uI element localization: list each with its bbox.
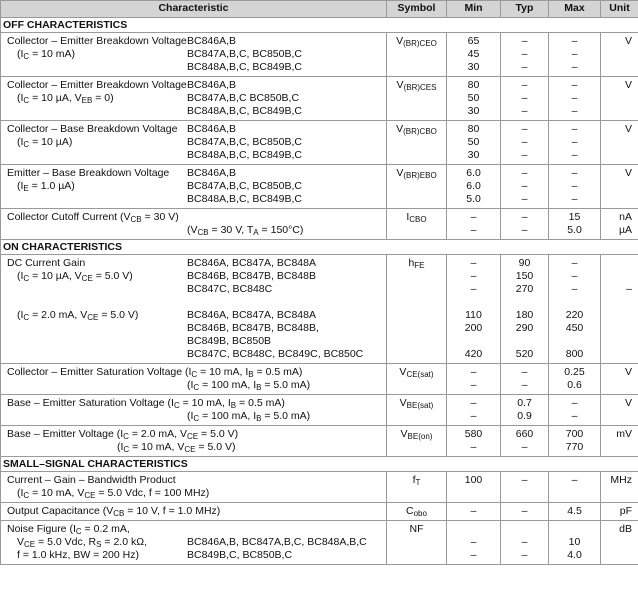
part-number: BC848A,B,C, BC849B,C	[187, 61, 302, 73]
test-condition: ($I_C = 10$ mA, $V_{CE} = 5.0$ Vdc, f = 100 MHz)	[17, 487, 210, 500]
part-number: BC848A,B,C, BC849B,C	[187, 193, 302, 205]
unit: V	[601, 165, 638, 209]
table-row	[1, 33, 638, 77]
header-symbol: Symbol	[387, 1, 447, 18]
test-condition: f = 1.0 kHz, BW = 200 Hz)	[17, 549, 139, 561]
param-name: Base – Emitter Voltage ($I_C = 2.0$ mA, $V_{CE} = 5.0$ V)	[7, 428, 239, 441]
symbol: $f_T$	[387, 472, 447, 503]
header-row	[1, 1, 638, 18]
part-number: BC846A,B	[187, 167, 237, 179]
part-number: BC848A,B,C, BC849B,C	[187, 149, 302, 161]
part-number: BC846A, BC847A, BC848A	[187, 309, 316, 321]
part-number: BC846A,B	[187, 79, 237, 91]
unit: V	[601, 395, 638, 426]
typ-value: –	[501, 503, 549, 521]
max-values: – – –	[549, 77, 601, 121]
header-min: Min	[447, 1, 501, 18]
part-number: BC848A,B,C, BC849B,C	[187, 105, 302, 117]
part-number: BC846B, BC847B, BC848B	[187, 270, 316, 282]
param-name: Noise Figure ($I_C = 0.2$ mA,	[7, 523, 130, 536]
table-row	[1, 503, 638, 521]
min-values: 65 45 30	[447, 33, 501, 77]
part-number: BC847A,B,C BC850B,C	[187, 92, 300, 104]
max-values: – – –	[549, 165, 601, 209]
param-name: Emitter – Base Breakdown Voltage	[7, 167, 170, 179]
unit: mV	[601, 426, 638, 457]
param-name: Collector – Base Breakdown Voltage	[7, 123, 178, 135]
typ-values: – –	[501, 209, 549, 240]
typ-values: – –	[501, 364, 549, 395]
symbol: $h_{FE}$	[387, 255, 447, 364]
typ-values: – – –	[501, 165, 549, 209]
test-condition: ($I_C = 10$ mA)	[17, 48, 76, 61]
typ-value: –	[501, 472, 549, 503]
part-number: BC846A,B	[187, 123, 237, 135]
param-name: Collector Cutoff Current ($V_{CB} = 30$ V)	[7, 211, 179, 224]
param-name: DC Current Gain	[7, 257, 86, 269]
symbol: $V_{BE(on)}$	[387, 426, 447, 457]
part-number: BC847C, BC848C	[187, 283, 273, 295]
test-condition: ($I_C = 10$ µA)	[17, 136, 73, 149]
header-characteristic: Characteristic	[1, 1, 387, 18]
symbol: $V_{BE(sat)}$	[387, 395, 447, 426]
section-small-signal	[1, 457, 638, 472]
min-values: – – – 110 200 420	[447, 255, 501, 364]
typ-values: 90 150 270 180 290 520	[501, 255, 549, 364]
part-number: BC847A,B,C, BC850B,C	[187, 180, 302, 192]
min-values: 80 50 30	[447, 77, 501, 121]
section-title: SMALL–SIGNAL CHARACTERISTICS	[1, 457, 638, 472]
symbol: $V_{(BR)CES}$	[387, 77, 447, 121]
min-values: 80 50 30	[447, 121, 501, 165]
test-condition: ($I_C = 10$ µA, $V_{CE} = 5.0$ V)	[17, 270, 133, 283]
table-row	[1, 209, 638, 240]
table-row	[1, 364, 638, 395]
unit: dB	[601, 521, 638, 565]
part-number: BC849B,C, BC850B,C	[187, 549, 293, 561]
min-values: 6.0 6.0 5.0	[447, 165, 501, 209]
part-number: BC847A,B,C, BC850B,C	[187, 48, 302, 60]
table-row	[1, 521, 638, 565]
min-values: 580 –	[447, 426, 501, 457]
min-values: – –	[447, 395, 501, 426]
min-values: – –	[447, 364, 501, 395]
param-name: Base – Emitter Saturation Voltage ($I_C = 10$ mA, $I_B = 0.5$ mA)	[7, 397, 285, 410]
param-name: Collector – Emitter Breakdown Voltage	[7, 79, 187, 91]
param-name: Current – Gain – Bandwidth Product	[7, 474, 176, 486]
test-condition: ($I_E = 1.0$ µA)	[17, 180, 75, 193]
max-values: 0.25 0.6	[549, 364, 601, 395]
test-condition: ($I_C = 100$ mA, $I_B = 5.0$ mA)	[187, 379, 311, 392]
max-values: – – – 220 450 800	[549, 255, 601, 364]
unit: V	[601, 364, 638, 395]
header-max: Max	[549, 1, 601, 18]
test-condition: ($I_C = 100$ mA, $I_B = 5.0$ mA)	[187, 410, 311, 423]
symbol: $C_{obo}$	[387, 503, 447, 521]
section-title: OFF CHARACTERISTICS	[1, 18, 638, 33]
min-values: – –	[447, 521, 501, 565]
unit: V	[601, 77, 638, 121]
test-condition: ($I_C = 2.0$ mA, $V_{CE} = 5.0$ V)	[17, 309, 139, 322]
symbol: NF	[387, 521, 447, 565]
section-off	[1, 18, 638, 33]
part-number: BC846B, BC847B, BC848B,	[187, 322, 319, 334]
param-name: Collector – Emitter Breakdown Voltage	[7, 35, 187, 47]
table-row	[1, 165, 638, 209]
test-condition: ($I_C = 10$ µA, $V_{EB} = 0$)	[17, 92, 114, 105]
part-number: BC847A,B,C, BC850B,C	[187, 136, 302, 148]
unit: V	[601, 121, 638, 165]
typ-values: – – –	[501, 77, 549, 121]
unit: V	[601, 33, 638, 77]
part-number: BC846A,B, BC847A,B,C, BC848A,B,C	[187, 536, 367, 548]
header-unit: Unit	[601, 1, 638, 18]
table-row	[1, 255, 638, 364]
symbol: $V_{(BR)CBO}$	[387, 121, 447, 165]
param-name: Output Capacitance ($V_{CB} = 10$ V, f = 1.0 MHz)	[7, 505, 221, 518]
param-name: Collector – Emitter Saturation Voltage ($I_C = 10$ mA, $I_B = 0.5$ mA)	[7, 366, 303, 379]
max-values: 700 770	[549, 426, 601, 457]
part-number: BC847C, BC848C, BC849C, BC850C	[187, 348, 364, 360]
typ-values: 0.7 0.9	[501, 395, 549, 426]
test-condition: ($V_{CB} = 30$ V, $T_A = 150^\circ C$)	[187, 224, 304, 237]
max-value: –	[549, 472, 601, 503]
table-row	[1, 472, 638, 503]
part-number: BC849B, BC850B	[187, 335, 272, 347]
section-on	[1, 240, 638, 255]
max-value: 4.5	[549, 503, 601, 521]
max-values: 10 4.0	[549, 521, 601, 565]
unit: pF	[601, 503, 638, 521]
table-row	[1, 426, 638, 457]
min-value: –	[447, 503, 501, 521]
section-title: ON CHARACTERISTICS	[1, 240, 638, 255]
unit: MHz	[601, 472, 638, 503]
unit: nA µA	[601, 209, 638, 240]
table-row	[1, 77, 638, 121]
table-row	[1, 121, 638, 165]
typ-values: – – –	[501, 33, 549, 77]
symbol: $V_{CE(sat)}$	[387, 364, 447, 395]
part-number: BC846A, BC847A, BC848A	[187, 257, 316, 269]
min-values: – –	[447, 209, 501, 240]
part-number: BC846A,B	[187, 35, 237, 47]
max-values: – – –	[549, 121, 601, 165]
table-row	[1, 395, 638, 426]
typ-values: 660 –	[501, 426, 549, 457]
header-typ: Typ	[501, 1, 549, 18]
test-condition: ($I_C = 10$ mA, $V_{CE} = 5.0$ V)	[117, 441, 236, 454]
unit: –	[601, 255, 638, 364]
symbol: $V_{(BR)CEO}$	[387, 33, 447, 77]
typ-values: – –	[501, 521, 549, 565]
typ-values: – – –	[501, 121, 549, 165]
max-values: 15 5.0	[549, 209, 601, 240]
max-values: – –	[549, 395, 601, 426]
symbol: $V_{(BR)EBO}$	[387, 165, 447, 209]
symbol: $I_{CBO}$	[387, 209, 447, 240]
max-values: – – –	[549, 33, 601, 77]
test-condition: $V_{CE} = 5.0$ Vdc, $R_S = 2.0$ kΩ,	[17, 536, 147, 549]
min-value: 100	[447, 472, 501, 503]
